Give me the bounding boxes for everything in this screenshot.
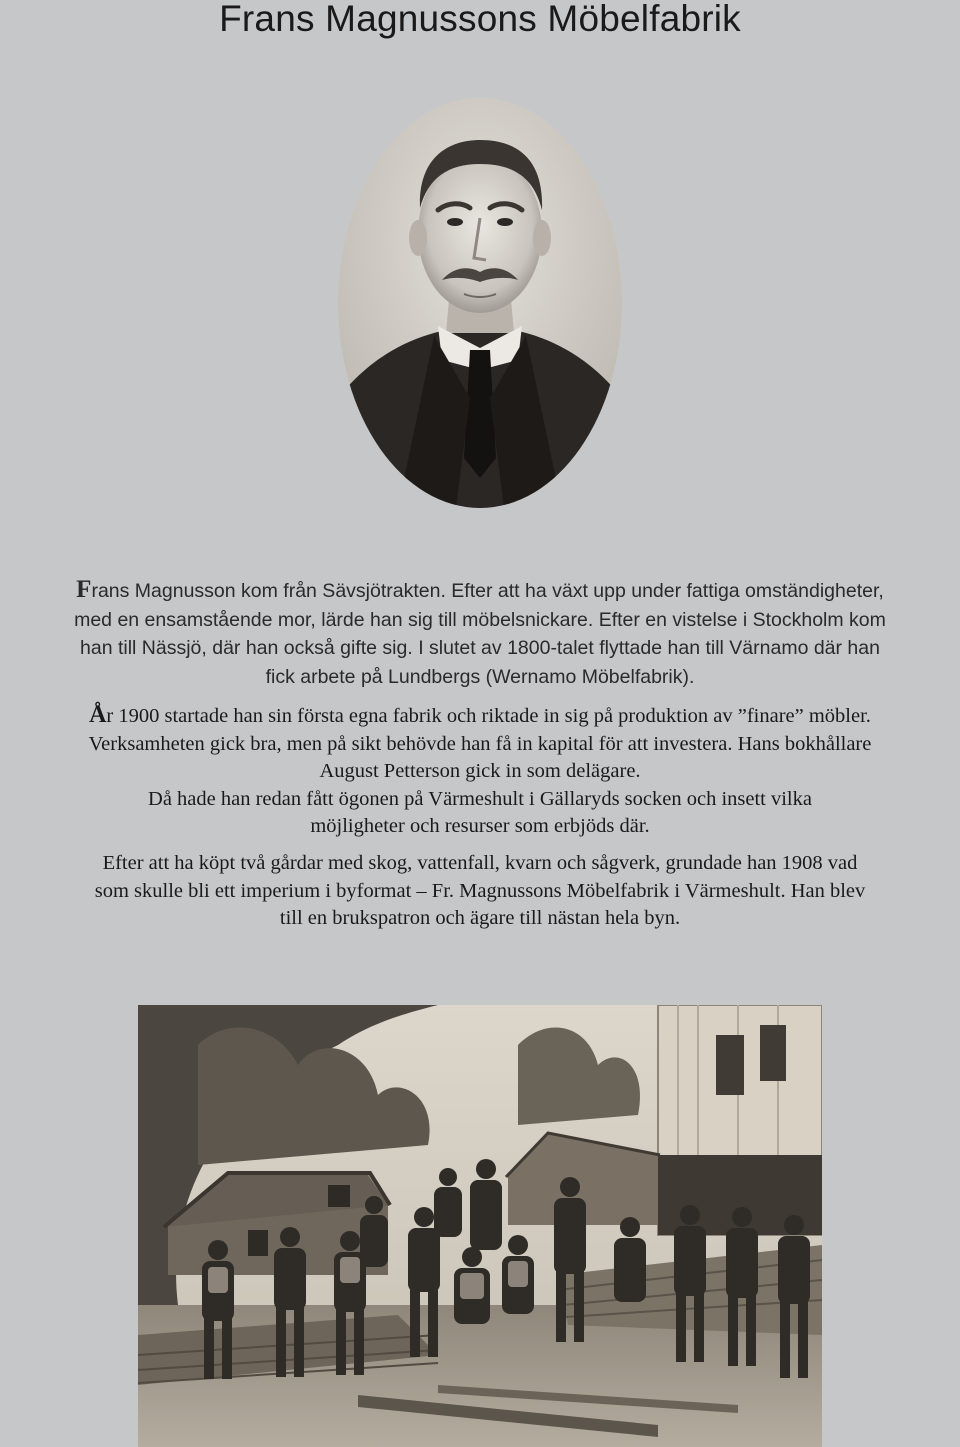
- second-line: möjligheter och resurser som erbjöds där.: [310, 815, 650, 838]
- second-dropcap: Å: [89, 702, 107, 728]
- third-line: som skulle bli ett imperium i byformat – Fr. Magnussons Möbelfabrik i Värmeshult. Han blev: [94, 879, 866, 902]
- portrait-photo: [338, 98, 622, 508]
- intro-line: rans Magnusson kom från Sävsjötrakten. Efter att ha växt upp under fattiga omständigheter,: [91, 580, 884, 602]
- intro-paragraph: [0, 576, 960, 691]
- third-paragraph: [0, 850, 960, 933]
- intro-line: han till Nässjö, där han också gifte sig. I slutet av 1800-talet flyttade han till Värnamo där han: [80, 637, 880, 659]
- third-line: till en brukspatron och ägare till nästan hela byn.: [279, 907, 681, 930]
- page-title: Frans Magnussons Möbelfabrik: [219, 0, 741, 39]
- second-paragraph: [0, 702, 960, 841]
- second-line: August Petterson gick in som delägare.: [319, 760, 641, 783]
- second-line: Verksamheten gick bra, men på sikt behövde han få in kapital för att investera. Hans bokhållare: [88, 732, 872, 755]
- factory-workers-photo: [138, 1005, 822, 1447]
- intro-dropcap: F: [76, 576, 92, 603]
- second-line: Då hade han redan fått ögonen på Värmeshult i Gällaryds socken och insett vilka: [148, 787, 812, 810]
- third-line: Efter att ha köpt två gårdar med skog, vattenfall, kvarn och sågverk, grundade han 1908 vad: [102, 852, 858, 874]
- intro-line: med en ensamstående mor, lärde han sig till möbelsnickare. Efter en vistelse i Stockholm kom: [74, 608, 886, 631]
- second-line: r 1900 startade han sin första egna fabrik och riktade in sig på produktion av ”finare” möbler.: [106, 705, 871, 727]
- intro-line: fick arbete på Lundbergs (Wernamo Möbelfabrik).: [265, 665, 695, 688]
